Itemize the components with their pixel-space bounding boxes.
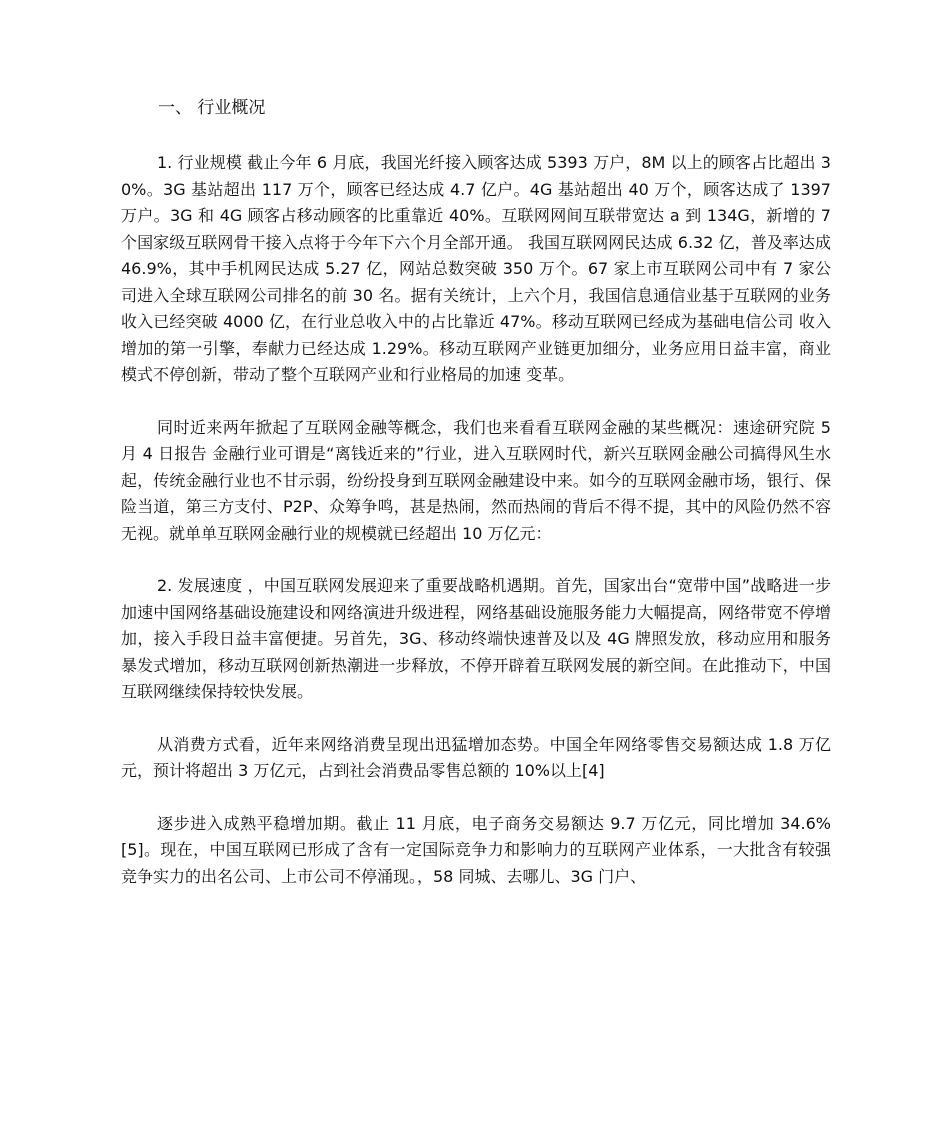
paragraph-internet-finance: 同时近来两年掀起了互联网金融等概念，我们也来看看互联网金融的某些概况：速途研究院 5 月 4 日报告 金融行业可谓是“离钱近来的”行业，进入互联网时代，新兴互联网金融公司搞得风生水起，传统金融行业也不甘示弱，纷纷投身到互联网金融建设中来。如今的互联网金融市场，银行、保险当道，第三方支付、P2P、众筹争鸣，甚是热闹，然而热闹的背后不得不提，其中的风险仍然不容无视。就单单互联网金融行业的规模就已经超出 10 万亿元： [121,417,831,543]
paragraph-industry-scale: 1. 行业规模 截止今年 6 月底，我国光纤接入顾客达成 5393 万户，8M 以上的顾客占比超出 30%。3G 基站超出 117 万个，顾客已经达成 4.7 亿户。4G 基站超出 40 万个，顾客达成了 1397 万户。3G 和 4G 顾客占移动顾客的比重靠近 40%。互联网网间互联带宽达 a 到 134G，新增的 7 个国家级互联网骨干接入点将于今年下六个月全部开通。 我国互联网网民达成 6.32 亿，普及率达成 46.9%，其中手机网民达成 5.27 亿，网站总数突破 350 万个。67 家上市互联网公司中有 7 家公司进入全球互联网公司排名的前 30 名。据有关统计，上六个月，我国信息通信业基于互联网的业务收入已经突破 4000 亿，在行业总收入中的占比靠近 47%。移动互联网已经成为基础电信公司 收入增加的第一引擎，奉献力已经达成 1.29%。移动互联网产业链更加细分，业务应用日益丰富，商业模式不停创新，带动了整个互联网产业和行业格局的加速 变革。 [121,153,831,384]
document-body [121,92,831,890]
paragraph-consumption: 从消费方式看，近年来网络消费呈现出迅猛增加态势。中国全年网络零售交易额达成 1.8 万亿元，预计将超出 3 万亿元，占到社会消费品零售总额的 10%以上[4] [121,734,831,780]
section-heading: 一、 行业概况 [158,98,266,118]
paragraph-ecommerce: 逐步进入成熟平稳增加期。截止 11 月底，电子商务交易额达 9.7 万亿元，同比增加 34.6%[5]。现在，中国互联网已形成了含有一定国际竞争力和影响力的互联网产业体系，一大批含有较强竞争实力的出名公司、上市公司不停涌现。，58 同城、去哪儿、3G 门户、 [121,813,831,886]
paragraph-development-speed: 2. 发展速度 ，中国互联网发展迎来了重要战略机遇期。首先，国家出台“宽带中国”战略进一步加速中国网络基础设施建设和网络演进升级进程，网络基础设施服务能力大幅提高，网络带宽不停增加，接入手段日益丰富便捷。另首先，3G、移动终端快速普及以及 4G 牌照发放，移动应用和服务暴发式增加，移动互联网创新热潮进一步释放，不停开辟着互联网发展的新空间。在此推动下，中国互联网继续保持较快发展。 [121,576,831,701]
